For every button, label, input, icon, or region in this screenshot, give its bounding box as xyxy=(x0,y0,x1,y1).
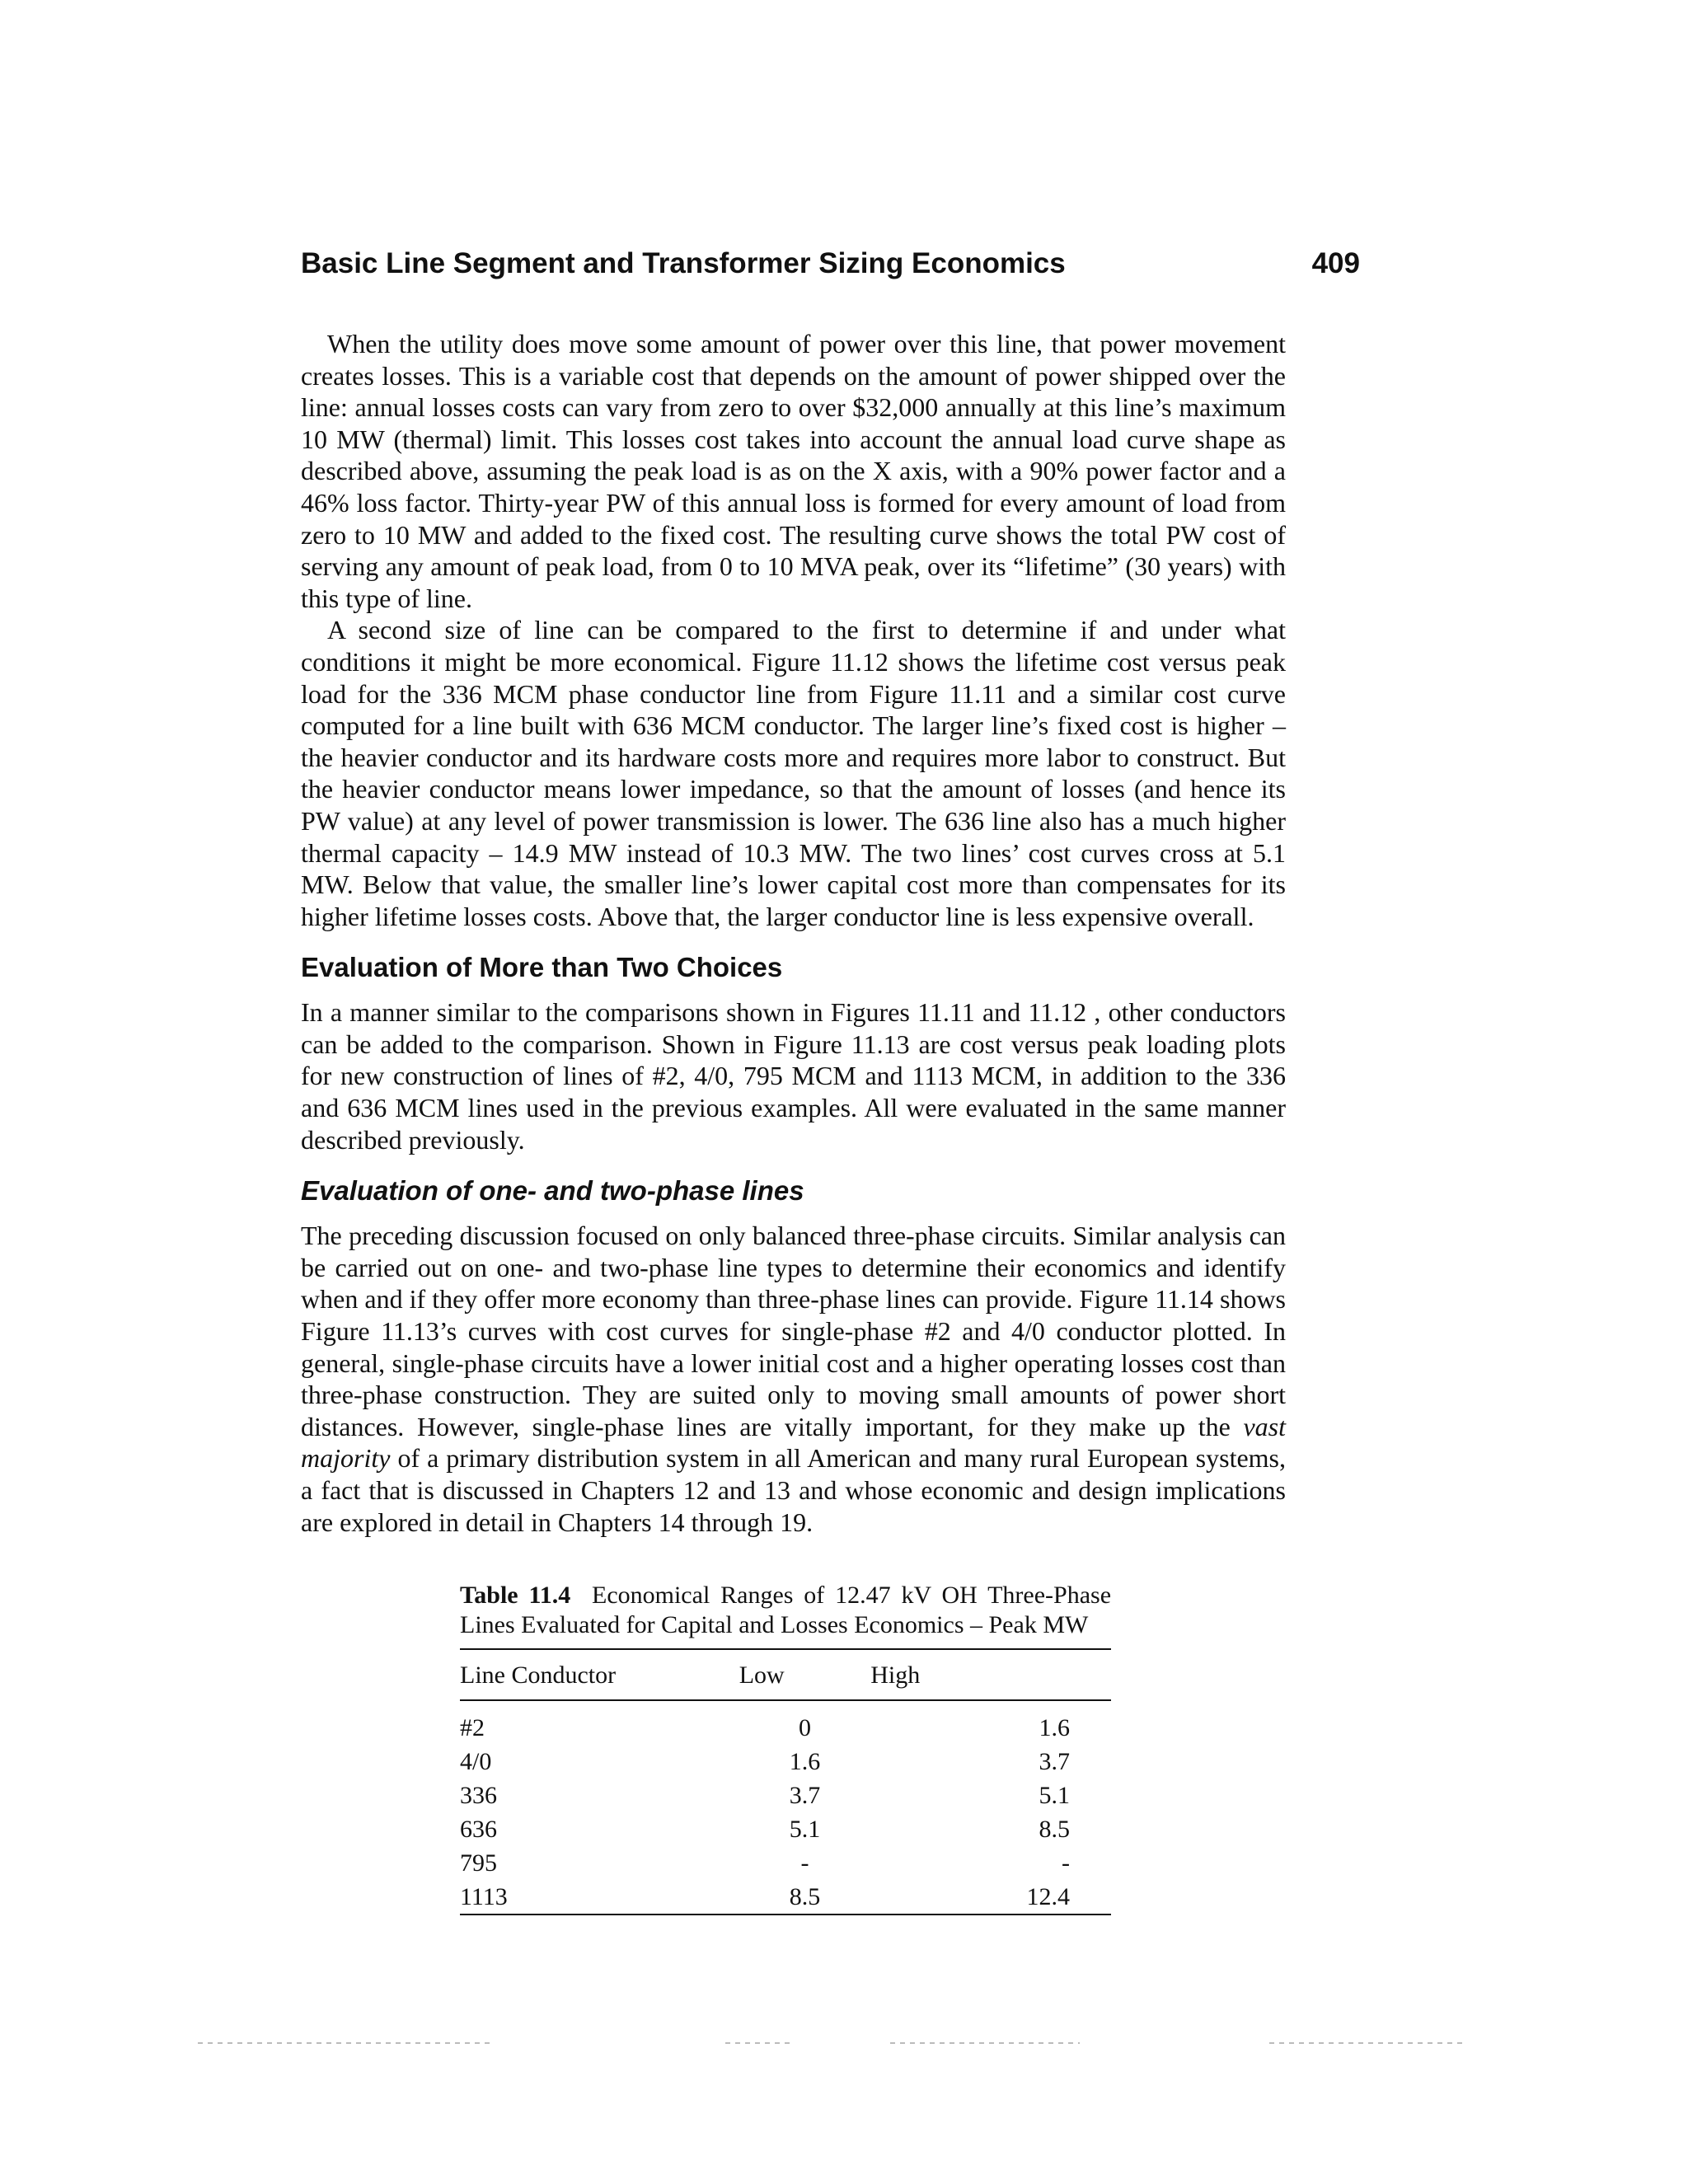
page-number: 409 xyxy=(1311,247,1360,279)
table-row xyxy=(460,1745,1111,1779)
table-row xyxy=(460,1812,1111,1846)
cell-high: 3.7 xyxy=(1039,1748,1070,1775)
cell-low: 8.5 xyxy=(739,1880,871,1915)
header-line-conductor: Line Conductor xyxy=(460,1649,739,1700)
table-row xyxy=(460,1700,1111,1745)
paragraph-second-line-size: A second size of line can be compared to the first to determine if and under what conditions it might be more economical. Figure 11.12 shows the lifetime cost versus peak load for the 336 MCM phase conductor line from Figure 11.11 and a similar cost curve computed for a line built with 636 MCM conductor. The larger line’s fixed cost is higher – the heavier conductor and its hardware costs more and requires more labor to construct. But the heavier conductor means lower impedance, so that the amount of losses (and hence its PW value) at any level of power transmission is lower. The 636 line also has a much higher thermal capacity – 14.9 MW instead of 10.3 MW. The two lines’ cost curves cross at 5.1 MW. Below that value, the smaller line’s lower capital cost more than compensates for its higher lifetime losses costs. Above that, the larger conductor line is less expensive overall. xyxy=(301,615,1286,931)
paragraph-one-two-phase: The preceding discussion focused on only balanced three-phase circuits. Similar analysis can be carried out on one- and two-phase line types to determine their economics and identify when and if they offer more economy than three-phase lines can provide. Figure 11.14 shows Figure 11.13’s curves with cost curves for single-phase #2 and 4/0 conductor plotted. In general, single-phase circuits have a lower initial cost and a higher operating losses cost than three-phase construction. They are suited only to moving small amounts of power short distances. However, single-phase lines are vitally important, for they make up the vast majority of a primary distribution system in all American and many rural European systems, a fact that is discussed in Chapters 12 and 13 and whose economic and design implications are explored in detail in Chapters 14 through 19. xyxy=(301,1221,1286,1537)
cell-high: 8.5 xyxy=(1039,1816,1070,1843)
cell-high: 1.6 xyxy=(1039,1714,1070,1741)
cell-low: 3.7 xyxy=(789,1782,821,1809)
table-row xyxy=(460,1880,1111,1915)
section-heading-more-than-two-choices: Evaluation of More than Two Choices xyxy=(301,952,783,983)
cell-high: - xyxy=(1062,1849,1070,1877)
cell-conductor: 636 xyxy=(460,1816,497,1843)
paragraph-more-choices: In a manner similar to the comparisons shown in Figures 11.11 and 11.12 , other conductors can be added to the comparison. Shown in Figure 11.13 are cost versus peak loading plots for new construction of lines of #2, 4/0, 795 MCM and 1113 MCM, in addition to the 336 and 636 MCM lines used in the previous examples. All were evaluated in the same manner described previously. xyxy=(301,997,1286,1155)
scan-artifact-line xyxy=(198,2042,495,2044)
scan-artifact-line xyxy=(890,2042,1080,2044)
cell-conductor: 795 xyxy=(460,1849,497,1877)
scan-artifact-line xyxy=(1269,2042,1467,2044)
cell-low: 1.6 xyxy=(789,1748,821,1775)
running-head xyxy=(301,247,1360,288)
paragraph-losses-cost: When the utility does move some amount of power over this line, that power movement creates losses. This is a variable cost that depends on the amount of power shipped over the line: annual losses costs can vary from zero to over $32,000 annually at this line’s maximum 10 MW (thermal) limit. This losses cost takes into account the annual load curve shape as described above, assuming the peak load is as on the X axis, with a 90% power factor and a 46% loss factor. Thirty-year PW of this annual loss is formed for every amount of load from zero to 10 MW and added to the fixed cost. The resulting curve shows the total PW cost of serving any amount of peak load, from 0 to 10 MVA peak, over its “lifetime” (30 years) with this type of line. xyxy=(301,329,1286,613)
cell-conductor: 336 xyxy=(460,1782,497,1809)
section-heading-one-two-phase: Evaluation of one- and two-phase lines xyxy=(301,1175,804,1207)
data-table xyxy=(460,1648,1111,1915)
cell-high: 5.1 xyxy=(1039,1782,1070,1809)
cell-low: - xyxy=(800,1849,809,1877)
cell-conductor: 1113 xyxy=(460,1880,739,1915)
table-caption xyxy=(460,1581,1111,1640)
emphasis-vast-majority: vast majority xyxy=(301,1411,1286,1474)
cell-conductor: 4/0 xyxy=(460,1748,492,1775)
scan-artifact-line xyxy=(725,2042,791,2044)
header-low: Low xyxy=(739,1649,871,1700)
running-head-title: Basic Line Segment and Transformer Sizing Economics xyxy=(301,247,1066,279)
table-header-row xyxy=(460,1649,1111,1700)
body-text xyxy=(301,328,1286,1538)
cell-high: 12.4 xyxy=(870,1880,1111,1915)
cell-low: 5.1 xyxy=(789,1816,821,1843)
table-row xyxy=(460,1846,1111,1880)
table-caption-label: Table 11.4 xyxy=(460,1582,571,1609)
table-economical-ranges xyxy=(460,1581,1111,1915)
table-row xyxy=(460,1779,1111,1812)
table-caption-text: Economical Ranges of 12.47 kV OH Three-Phase Lines Evaluated for Capital and Losses Economics – Peak MW xyxy=(460,1582,1112,1638)
cell-conductor: #2 xyxy=(460,1714,485,1741)
cell-low: 0 xyxy=(798,1714,811,1741)
header-high: High xyxy=(870,1649,1111,1700)
